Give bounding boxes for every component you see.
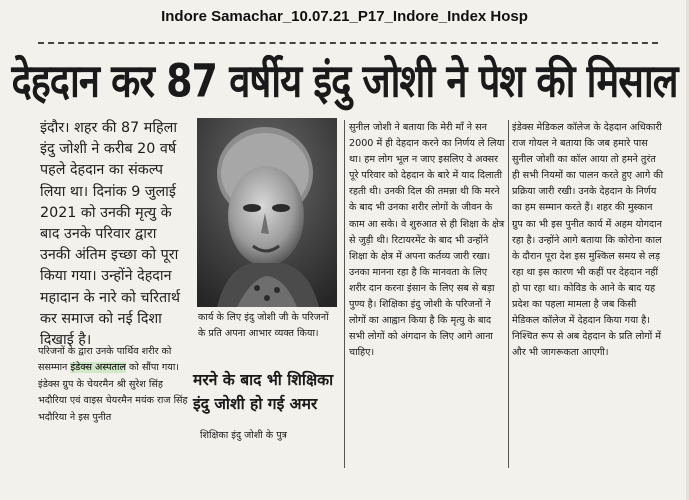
- column1-text-before: परिजनों के द्वारा उनके पार्थिव शरीर को ससम्मान: [38, 346, 172, 374]
- column1-text-after: को सौंपा गया। इंडेक्स ग्रुप के चेयरमैन श्री सुरेश सिंह भदौरिया एवं वाइस चेयरमैन मयंक राज सिंह भदौरिया ने इस पुनीत: [38, 362, 188, 423]
- photo-caption: कार्य के लिए इंदु जोशी जी के परिजनों के प्रति अपना आभार व्यक्त किया।: [198, 312, 329, 339]
- portrait-illustration: [197, 118, 337, 307]
- source-line: Indore Samachar_10.07.21_P17_Indore_Index Hosp: [161, 8, 528, 25]
- lead-paragraph: इंदौर। शहर की 87 महिला इंदु जोशी ने करीब 20 वर्ष पहले देहदान का संकल्प लिया था। दिनांक 9 जुलाई 2021 को उनकी मृत्यु के बाद उनके परिवार द्वारा उनकी अंतिम इच्छा को पूरा किया गया। उन्होंने देहदान महादान के नारे को चरितार्थ कर समाज को नई दिशा दिखाई है।: [40, 120, 181, 349]
- column3-text: सुनील जोशी ने बताया कि मेरी माँ ने सन 2000 में ही देहदान करने का निर्णय ले लिया था। हम लोग भूल न जाए इसलिए वे अक्सर पूरे परिवार को देहदान के बारे में याद दिलाती रहती थी। उनकी दिल की तमन्ना थी कि मरने के बाद भी उनका शरीर लोगों के जीवन के काम आ सके। वे शुरुआत से ही शिक्षा के क्षेत्र से जुड़ी थी। रिटायरमेंट के बाद भी उन्होंने शिक्षा के क्षेत्र में अपना कर्तव्य जारी रखा। उनका मानना रहा है कि मानवता के लिए शरीर दान करना इंसान के लिए सब से बड़ा पुण्य है। शिक्षिका इंदु जोशी के परिजनों ने लोगों का आह्वान किया है कि मृत्यु के बाद सभी लोगों को अंगदान के लिए आगे आना चाहिए।: [349, 122, 505, 359]
- column1-paragraph: [38, 344, 190, 474]
- column2-continuation: शिक्षिका इंदु जोशी के पुत्र: [200, 430, 287, 441]
- column-divider: [344, 120, 345, 468]
- column-divider: [508, 120, 509, 468]
- subheadline: मरने के बाद भी शिक्षिका इंदु जोशी हो गई अमर: [193, 371, 334, 413]
- column4-text: इंडेक्स मेडिकल कॉलेज के देहदान अधिकारी राज गोयल ने बताया कि जब हमारे पास सुनील जोशी का कॉल आया तो हमने तुरंत ही सभी नियमों का पालन करते हुए आगे की प्रक्रिया जारी रखी। उनके देहदान के निर्णय का हम सम्मान करते हैं। शहर की मुस्कान ग्रुप का भी इस पुनीत कार्य में अहम योगदान रहा है। उन्होंने आगे बताया कि कोरोना काल के दौरान पूरा देश इस मुश्किल समय से लड़ रहा था इस कारण भी कहीं पर देहदान नहीं हो पा रहा था। कोविड के आने के बाद यह प्रदेश का पहला मामला है जब किसी मेडिकल कॉलेज में देहदान किया गया है। निश्चित रूप से अब देहदान के प्रति लोगों में और भी जागरूकता आएगी।: [512, 122, 664, 359]
- headline: देहदान कर 87 वर्षीय इंदु जोशी ने पेश की मिसाल: [11, 54, 678, 108]
- highlighted-hospital-name: इंडेक्स अस्पताल: [70, 362, 126, 374]
- portrait-photo: [197, 118, 337, 307]
